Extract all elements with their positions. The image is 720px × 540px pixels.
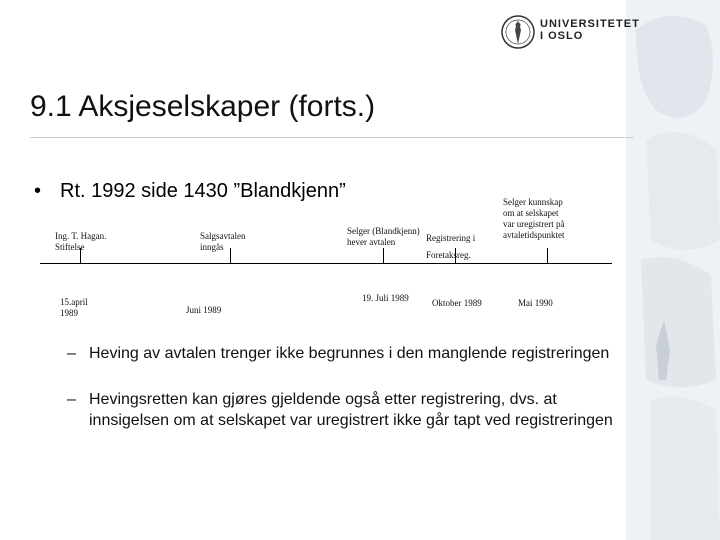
event-label-stiftelse: Ing. T. Hagan. Stiftelse bbox=[55, 231, 107, 252]
date-label-4: Oktober 1989 bbox=[432, 298, 482, 308]
slide-title: 9.1 Aksjeselskaper (forts.) bbox=[30, 90, 376, 123]
decorative-statue-image bbox=[626, 0, 720, 540]
dash-symbol: – bbox=[67, 345, 76, 362]
event-label-heving: Selger (Blandkjenn) hever avtalen bbox=[347, 226, 420, 247]
sub-bullet-2 bbox=[67, 389, 629, 453]
sub-bullet-1 bbox=[67, 343, 629, 385]
timeline-axis bbox=[40, 263, 612, 264]
logo-line-1: UNIVERSITETET bbox=[540, 18, 640, 30]
date-label-2: Juni 1989 bbox=[186, 305, 222, 315]
dash-symbol: – bbox=[67, 391, 76, 408]
date-label-3: 19. Juli 1989 bbox=[362, 293, 409, 303]
sub-bullet-text: Hevingsretten kan gjøres gjeldende også etter registrering, dvs. at innsigelsen om at selskapet var uregistrert ikke går tapt ved registreringen bbox=[89, 391, 613, 429]
decorative-side-panel bbox=[626, 0, 720, 540]
bullet-text: Rt. 1992 side 1430 ”Blandkjenn” bbox=[60, 180, 346, 202]
bullet-symbol: • bbox=[34, 180, 42, 202]
date-label-5: Mai 1990 bbox=[518, 298, 553, 308]
timeline-tick bbox=[547, 248, 548, 264]
timeline-tick bbox=[383, 248, 384, 264]
logo-line-2: I OSLO bbox=[540, 30, 584, 42]
event-label-registrering-1: Registrering i bbox=[426, 233, 476, 243]
sub-bullet-text: Heving av avtalen trenger ikke begrunnes i den manglende registreringen bbox=[89, 345, 610, 362]
date-label-1: 15.april 1989 bbox=[60, 297, 88, 318]
event-label-salgsavtale: Salgsavtalen inngås bbox=[200, 231, 246, 252]
event-label-registrering-2: Foretaksreg. bbox=[426, 250, 471, 260]
event-label-kunnskap: Selger kunnskap om at selskapet var uregistrert på avtaletidspunktet bbox=[503, 197, 565, 240]
